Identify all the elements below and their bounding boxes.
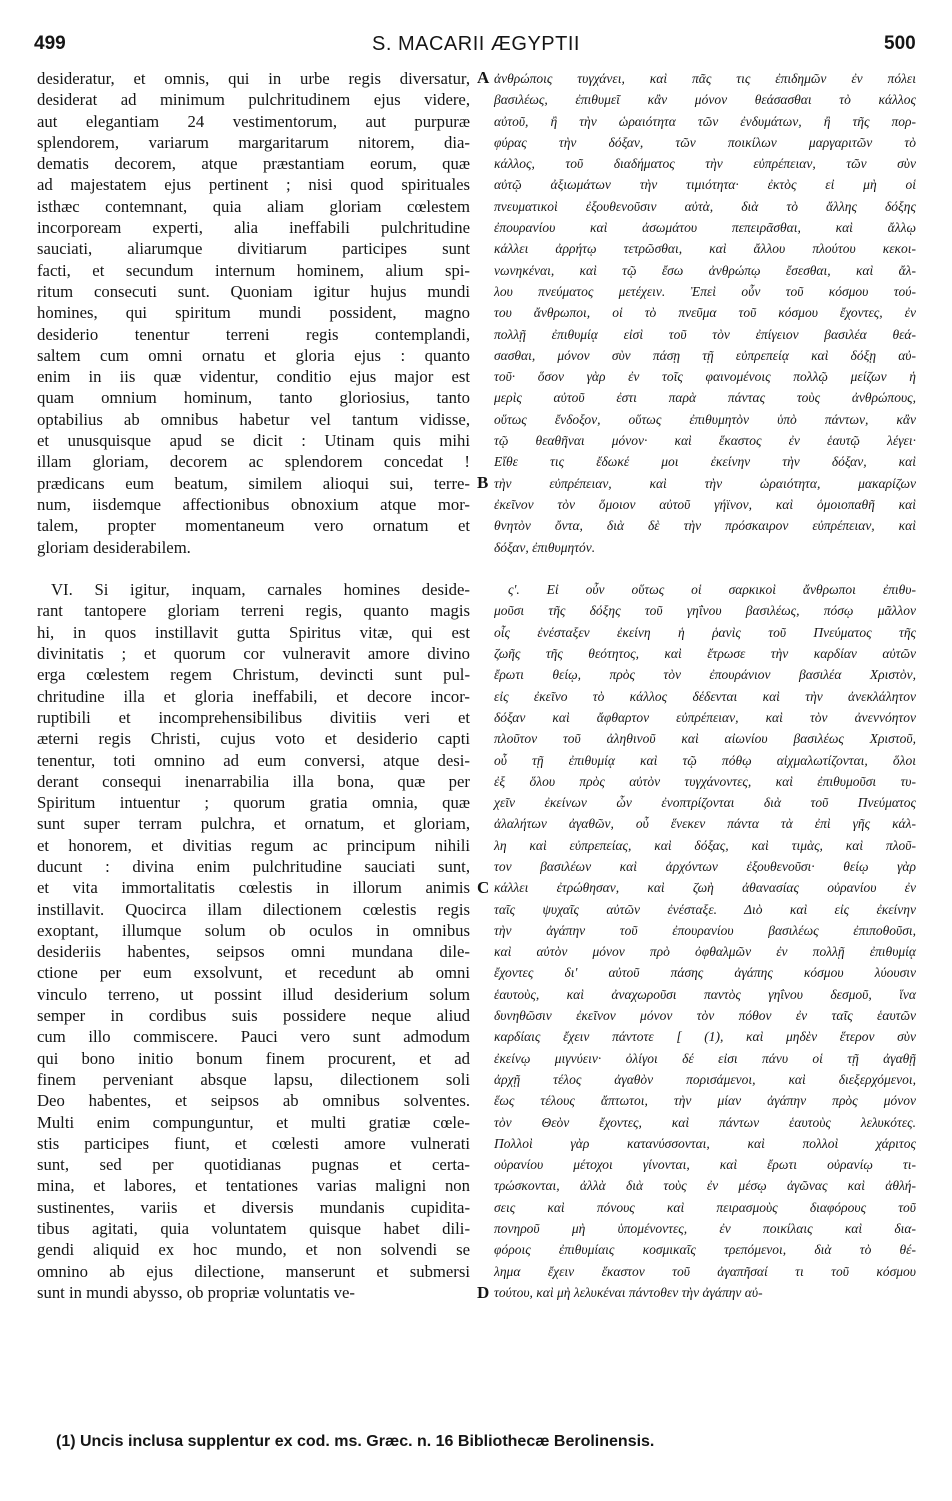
latin-text-line: et honorem, et divitias regum ac principum nihili [37, 835, 470, 855]
greek-text-line: ἑαυτοὺς, καὶ ἀναχωροῦσι παντὸς γηΐνου δεσμοῦ, ἵνα [494, 986, 916, 1002]
greek-text-line: του ἄνθρωποι, οἱ τὸ πνεῦμα τοῦ κόσμου ἔχοντες, ἐν [494, 305, 916, 321]
latin-text-line: instillavit. Quocirca illam dilectionem cœlestis regis [37, 899, 470, 919]
latin-text-line: cum illo commiscere. Pauci vero sunt admodum [37, 1027, 470, 1047]
greek-text-line: δυνηθῶσιν ἐκεῖνον μόνον τὸν πόθον ἐν ταῖς ἑαυτῶν [494, 1008, 916, 1024]
greek-text-line: φόροις ἐπιθυμίαις κοσμικαῖς τρεπόμενοι, διὰ τὸ θέ- [494, 1242, 916, 1258]
greek-text-line: τῷ θεαθῆναι μόνον· καὶ ἕκαστος ἐν ἑαυτῷ λέγει· [494, 433, 916, 449]
latin-text-line: derant consequi inenarrabilia illa bona, quæ per [37, 771, 470, 791]
latin-text-line: quam omnium hominum, tanto gloriosius, tanto [37, 388, 470, 408]
greek-text-line: λημα ἔχειν ἕκαστον τοῦ ἀγαπῆσαί τι τοῦ κόσμου [494, 1263, 916, 1279]
greek-text-line: ς'. Εἰ οὖν οὕτως οἱ σαρκικοὶ ἄνθρωποι ἐπιθυ- [508, 582, 916, 598]
greek-text-line: τρώσκονται, ἀλλὰ διὰ τοὺς ἐν μέσῳ ἀγῶνας καὶ ἀθλή- [494, 1178, 916, 1194]
greek-text-line: νωνηκέναι, καὶ τῷ ἔσω ἀνθρώπῳ ἔσεσθαι, καὶ ἄλ- [494, 262, 916, 278]
latin-text-line: optabilius ab omnibus habetur vel tantum vidisse, [37, 409, 470, 429]
latin-text-line: prædicans eum beatum, similem alioqui sui, terre- [37, 473, 470, 493]
greek-text-line: ἔρωτι θείῳ, πρὸς τὸν ἐπουράνιον βασιλέα Χριστὸν, [494, 667, 916, 683]
page-number-right: 500 [884, 33, 916, 54]
greek-text-line: βασιλέως, ἐπιθυμεῖ κἂν μόνον θεάσασθαι τὸ κάλλος [494, 92, 916, 108]
latin-text-line: vinculo terreno, ut possint illud desiderium solum [37, 984, 470, 1004]
running-header [0, 33, 952, 59]
greek-text-line: Πολλοὶ γὰρ κατανύσσονται, καὶ πολλοὶ χάριτος [494, 1135, 916, 1151]
latin-text-line: stis participes fiunt, et cœlesti amore vulnerati [37, 1133, 470, 1153]
latin-text-line: semper in cordibus suis possidere neque aliud [37, 1006, 470, 1026]
greek-text-line: θνητὸν ὄντα, διὰ δὲ τὴν πρόσκαιρον εὐπρέπειαν, καὶ [494, 518, 916, 534]
latin-text-line: VI. Si igitur, inquam, carnales homines deside- [51, 580, 470, 600]
greek-text-line: φύρας τὴν δόξαν, τῶν ποικίλων μαργαριτῶν τὸ [494, 134, 916, 150]
greek-text-line: τοῦ· ὅσον γὰρ ἐν τοῖς φαινομένοις πολλῷ μείζων ἡ [494, 369, 916, 385]
latin-text-line: desiderat ad minimum pulchritudinem ejus videre, [37, 90, 470, 110]
greek-column [494, 68, 916, 1303]
latin-text-line: chritudine illa et gloria ineffabili, et decore incor- [37, 686, 470, 706]
latin-text-line: incorpoream experti, alia ineffabili pulchritudine [37, 218, 470, 238]
latin-text-line: splendorem, variarum margaritarum nitorem, dia- [37, 132, 470, 152]
greek-text-line: αὐτῷ ἀξιωμάτων τὴν τιμιότητα· ἐκτὸς εἰ μὴ οἱ [494, 177, 916, 193]
latin-text-line: finem perveniant absque lapsu, dilectionem soli [37, 1069, 470, 1089]
section-mark-b: B [477, 473, 489, 492]
greek-text-line: ἐκείνῳ μιγνύειν· ὀλίγοι δέ εἰσι πάνυ οἱ τῇ ἀγαθῇ [494, 1050, 916, 1066]
latin-text-line: sunt in mundi abysso, ob propriæ voluntatis ve- [37, 1282, 355, 1302]
latin-text-line: rant tantopere gloriam terreni regis, quanto magis [37, 601, 470, 621]
greek-text-line: ζωῆς τῆς θεότητος, καὶ ἔτρωσε τὴν καρδίαν αὐτῶν [494, 646, 916, 662]
greek-text-line: ἔχοντες δι' αὐτοῦ πάσης ἀγάπης κόσμου λύουσιν [494, 965, 916, 981]
latin-text-line: homines, qui spiritum mundi possident, magno [37, 303, 470, 323]
greek-text-line: ἕως τέλους ἄπτωτοι, τὴν μίαν ἀγάπην πρὸς μόνον [494, 1093, 916, 1109]
greek-text-line: κάλλει ἐτρώθησαν, καὶ ζωὴ ἀθανασίας οὐρανίου ἐν [494, 880, 916, 896]
greek-text-line: εἰς ἐκεῖνο τὸ κάλλος δέδενται καὶ τὴν ἀνεκλάλητον [494, 688, 916, 704]
greek-text-line: σεις καὶ πόνους καὶ πειρασμοὺς διαφόρους τοῦ [494, 1199, 916, 1215]
greek-text-line: καρδίαις ἔχειν πάντοτε [ (1), καὶ μηδὲν ἕτερον σὺν [494, 1029, 916, 1045]
greek-text-line: μοῦσι τῆς δόξης τοῦ γηΐνου βασιλέως, πόσῳ μᾶλλον [494, 603, 916, 619]
latin-text-line: dematis decorem, atque præstantiam eorum, quæ [37, 154, 470, 174]
greek-text-line: ἐξ ὅλου πρὸς αὐτὸν τυγχάνοντες, καὶ ἐπιθυμοῦσι τυ- [494, 773, 916, 789]
latin-text-line: facti, et secundum internum hominem, alium spi- [37, 260, 470, 280]
latin-text-line: sunt, sed per quotidianas pugnas et certa- [37, 1155, 470, 1175]
latin-text-line: Spiritum intuentur ; quorum gratia omnia, quæ [37, 793, 470, 813]
latin-text-line: sunt super terram pulchra, et ornatum, et gloriam, [37, 814, 470, 834]
latin-text-line: tibus agitati, quia voluntatem quisque habet dili- [37, 1219, 470, 1239]
latin-text-line: desiderio tenentur terreni regis contemplandi, [37, 324, 470, 344]
greek-text-line: δόξαν καὶ ἄφθαρτον εὐπρέπειαν, καὶ τὸν ἀνεννόητον [494, 709, 916, 725]
latin-text-line: sustinentes, variis et diversis mundanis cupidita- [37, 1197, 470, 1217]
latin-text-line: num, iisdemque affectionibus obnoxium atque mor- [37, 494, 470, 514]
latin-text-line: talem, propter momentaneum vero ornatum et [37, 516, 470, 536]
greek-text-line: οἷς ἐνέσταξεν ἐκείνη ἡ ῥανὶς τοῦ Πνεύματος τῆς [494, 624, 916, 640]
latin-text-line: sauciati, aliarumque divitiarum participes sunt [37, 239, 470, 259]
greek-text-line: δόξαν, ἐπιθυμητόν. [494, 539, 596, 555]
greek-text-line: ἀλαλήτων ἀγαθῶν, οὗ ἕνεκεν πάντα τὰ ἐπὶ γῆς κάλ- [494, 816, 916, 832]
footnote: (1) Uncis inclusa supplentur ex cod. ms. Græc. n. 16 Bibliothecæ Berolinensis. [56, 1433, 655, 1450]
latin-text-line: Multi enim compunguntur, et multi gratiæ cœle- [37, 1112, 470, 1132]
greek-text-line: πνευματικοὶ ἐξουθενοῦσιν αὐτὰ, διὰ τὸ ἄλλης δόξης [494, 198, 916, 214]
greek-text-line: λη καὶ εὐπρεπείας, καὶ δόξας, καὶ τιμὰς, καὶ πλοῦ- [494, 837, 916, 853]
latin-text-line: ritum consecuti sunt. Quoniam igitur hujus mundi [37, 281, 470, 301]
running-title: S. MACARII ÆGYPTII [372, 33, 580, 55]
greek-text-line: Εἴθε τις ἔδωκέ μοι ἐκείνην τὴν δόξαν, καὶ [494, 454, 916, 470]
greek-text-line [494, 558, 916, 579]
greek-text-line: τούτου, καὶ μὴ λελυκέναι πάντοθεν τὴν ἀγάπην αὐ- [494, 1284, 763, 1300]
greek-text-line: κάλλος, τοῦ διαδήματος τὴν εὐπρέπειαν, τῶν σὺν [494, 156, 916, 172]
latin-text-line: æterni regis Christi, cujus voto et desiderio capti [37, 729, 470, 749]
latin-text-line: gloriam desiderabilem. [37, 537, 191, 557]
latin-text-line: aut elegantiam 24 vestimentorum, aut purpuræ [37, 111, 470, 131]
greek-text-line: κάλλει ἀρρήτῳ τετρῶσθαι, καὶ ἄλλου πλούτου κεκοι- [494, 241, 916, 257]
latin-text-line: qui bono initio bonum finem procurent, et ad [37, 1048, 470, 1068]
greek-text-line: πλοῦτον τοῦ ἀληθινοῦ καὶ αἰωνίου βασιλέως Χριστοῦ, [494, 731, 916, 747]
greek-text-line: λου πνεύματος μετέχειν. Ἐπεὶ οὖν τοῦ κόσμου τού- [494, 283, 916, 299]
greek-text-line: πολλῇ ἐπιθυμίᾳ εἰσὶ τοῦ τὸν ἐπίγειον βασιλέα θεά- [494, 326, 916, 342]
latin-text-line: divinitatis ; et quorum cor vulneravit amore divino [37, 644, 470, 664]
section-mark-c: C [477, 878, 490, 897]
greek-text-line: τὸν Θεὸν ἔχοντες, καὶ πάντων ἑαυτοὺς λελυκότες. [494, 1114, 916, 1130]
greek-text-line: τὴν εὐπρέπειαν, καὶ τὴν ὡραιότητα, μακαρίζων [494, 475, 916, 491]
latin-text-line: desideriis habentes, seipsos omni mundana dile- [37, 942, 470, 962]
greek-text-line: ἀρχῇ τέλος ἀγαθὸν πορισάμενοι, καὶ διεξερχόμενοι, [494, 1071, 916, 1087]
greek-text-line: σασθαι, μόνον σὺν πάσῃ τῇ εὐπρεπείᾳ καὶ δόξῃ αὐ- [494, 347, 916, 363]
latin-text-line [37, 558, 470, 579]
latin-text-line: erga cœlestem regem Christum, devincti sunt pul- [37, 665, 470, 685]
latin-text-line: et unusquisque apud se dicit : Utinam quis mihi [37, 431, 470, 451]
section-mark-d: D [477, 1283, 490, 1302]
latin-text-line: ctione per eum exsolvunt, et recedunt ab omni [37, 963, 470, 983]
latin-text-line: Deo habentes, et seipsos ab omnibus solventes. [37, 1091, 470, 1111]
greek-text-line: καὶ αὐτὸν μόνον πρὸ ὀφθαλμῶν ἐν πολλῇ ἐπιθυμίᾳ [494, 944, 916, 960]
latin-text-line: tenentur, toti omnino ad eum conversi, atque desi- [37, 750, 470, 770]
latin-text-line: hi, in quos instillavit gutta Spiritus vitæ, qui est [37, 622, 470, 642]
greek-text-line: οὗ τῇ ἐπιθυμίᾳ καὶ τῷ πόθῳ αἰχμαλωτίζονται, ὅλοι [494, 752, 916, 768]
latin-text-line: omnino ab ejus dilectione, manserunt et submersi [37, 1261, 470, 1281]
greek-text-line: οὐρανίου μέτοχοι γίνονται, καὶ ἔρωτι οὐρανίῳ τι- [494, 1157, 916, 1173]
latin-text-line: saltem cum omni ornatu et gloria ejus : quanto [37, 345, 470, 365]
latin-text-line: exoptant, illumque solum ob oculos in omnibus [37, 920, 470, 940]
greek-text-line: ταῖς ψυχαῖς αὐτῶν ἐνέσταξε. Διὸ καὶ εἰς ἐκείνην [494, 901, 916, 917]
greek-text-line: μερὶς αὐτοῦ ἐστι παρὰ πάντας τοὺς ἀνθρώπους, [494, 390, 916, 406]
latin-text-line: isthæc contemnant, quia aliam gloriam cœlestem [37, 196, 470, 216]
latin-text-line: ad majestatem ejus pertinent ; nisi quod spirituales [37, 175, 470, 195]
latin-column [37, 68, 470, 1303]
latin-text-line: et vita immortalitatis cœlestis in illorum animis [37, 878, 470, 898]
latin-text-line: desideratur, et omnis, qui in urbe regis diversatur, [37, 69, 470, 88]
latin-text-line: mina, et labores, et tentationes varias maligni non [37, 1176, 470, 1196]
page-number-left: 499 [34, 33, 66, 54]
greek-text-line: ἐπουρανίου καὶ ἀσωμάτου πεπειρᾶσθαι, καὶ ἄλλῳ [494, 220, 916, 236]
greek-text-line: πονηροῦ μὴ ὑπομένοντες, ἐν ποικίλαις καὶ δια- [494, 1221, 916, 1237]
latin-text-line: illam gloriam, decorem ac splendorem concedat ! [37, 452, 470, 472]
greek-text-line: ἐκεῖνον τὸν ὅμοιον αὐτοῦ γήϊνον, καὶ ὁμοιοπαθῆ καὶ [494, 496, 916, 512]
greek-text-line: οὕτως ἔνδοξον, οὕτως ἐπιθυμητὸν ὑπὸ πάντων, κἂν [494, 411, 916, 427]
latin-text-line: gendi aliquid ex hoc mundo, et non solvendi se [37, 1240, 470, 1260]
latin-text-line: ruptibili et incomprehensibilibus divitiis veri et [37, 707, 470, 727]
greek-text-line: τὴν ἀγάπην τοῦ ἐπουρανίου βασιλέως ἐπιποθοῦσι, [494, 922, 916, 938]
latin-text-line: ducunt : divina enim pulchritudine sauciati sunt, [37, 856, 470, 876]
latin-text-line: enim in iis quæ videntur, conditio ejus major est [37, 367, 470, 387]
greek-text-line: χεῖν ἐκείνων ὧν ἐνοπτρίζονται διὰ τοῦ Πνεύματος [494, 795, 916, 811]
section-mark-a: A [477, 68, 490, 87]
greek-text-line: αὐτοῦ, ἢ τὴν ὡραιότητα τῶν ἐνδυμάτων, ἢ τῆς πορ- [494, 113, 916, 129]
greek-text-line: τον βασιλέων καὶ ἀρχόντων ἐξουθενοῦσι· θείῳ γὰρ [494, 858, 916, 874]
greek-text-line: ἀνθρώποις τυγχάνει, καὶ πᾶς τις ἐπιδημῶν ἐν πόλει [494, 71, 916, 86]
